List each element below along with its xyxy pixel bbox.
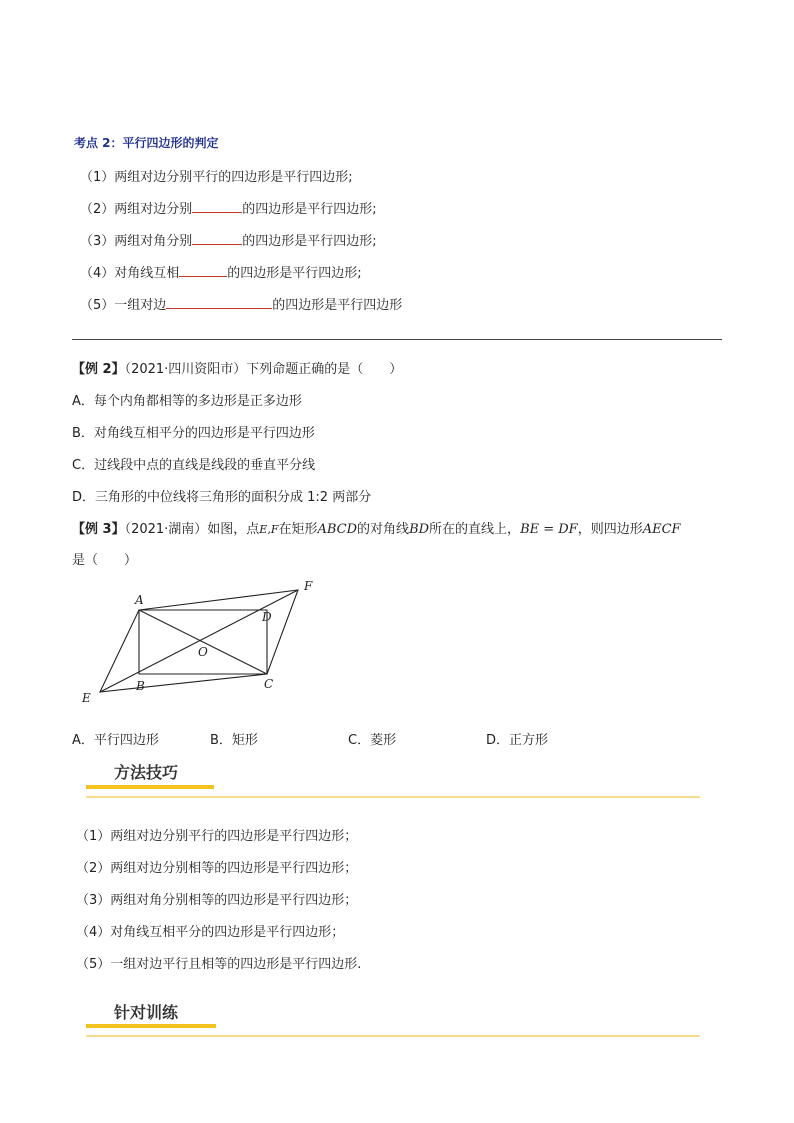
methods-rule <box>86 796 700 798</box>
item-text: 的四边形是平行四边形; <box>242 202 377 217</box>
example3-stem-line2: 是（ ） <box>72 553 138 568</box>
label-b: B <box>136 679 145 693</box>
kaodian-item-1 <box>80 166 353 185</box>
item-text: （2）两组对边分别 <box>80 202 193 217</box>
math-diag: BD <box>409 522 430 537</box>
example2-option-b[interactable]: B．对角线互相平分的四边形是平行四边形 <box>72 426 315 441</box>
item-text: （4）对角线互相 <box>80 266 180 281</box>
example-tag: 【例 3】 <box>72 522 125 537</box>
item-text: （3）两组对角分别 <box>80 234 193 249</box>
stem-text: 的对角线 <box>357 522 410 537</box>
training-rule <box>86 1035 700 1037</box>
label-d: D <box>262 610 272 624</box>
fill-blank[interactable] <box>179 264 227 277</box>
label-a: A <box>135 593 144 607</box>
math-condition: BE = DF <box>520 522 578 537</box>
parallelogram-figure <box>76 572 336 712</box>
example3-option-b[interactable]: B．矩形 <box>210 733 258 748</box>
example2-option-d[interactable]: D．三角形的中位线将三角形的面积分成 1:2 两部分 <box>72 490 372 505</box>
example3-option-c[interactable]: C．菱形 <box>348 733 397 748</box>
method-item-3: （3）两组对角分别相等的四边形是平行四边形； <box>76 893 358 908</box>
diagonal-ac <box>139 610 267 674</box>
stem-text: 在矩形 <box>278 522 318 537</box>
kaodian-label: 考点 2： <box>74 136 123 150</box>
methods-title: 方法技巧 <box>114 763 179 782</box>
methods-title-underline <box>86 785 214 789</box>
method-item-1: （1）两组对边分别平行的四边形是平行四边形； <box>76 829 358 844</box>
kaodian-item-2 <box>80 198 377 217</box>
math-quad: AECF <box>642 522 681 537</box>
math-points: E,F <box>259 523 279 536</box>
math-rect: ABCD <box>317 522 358 537</box>
method-item-5: （5）一组对边平行且相等的四边形是平行四边形. <box>76 957 362 972</box>
item-text: （1）两组对边分别平行的四边形是平行四边形; <box>80 170 353 185</box>
kaodian-title: 平行四边形的判定 <box>122 136 219 150</box>
fill-blank[interactable] <box>192 200 242 213</box>
stem-text: ，则四边形 <box>577 522 643 537</box>
label-e: E <box>82 691 91 705</box>
stem-text: 所在的直线上， <box>429 522 521 537</box>
kaodian-heading <box>74 134 219 151</box>
method-item-4: （4）对角线互相平分的四边形是平行四边形； <box>76 925 345 940</box>
example2-option-c[interactable]: C．过线段中点的直线是线段的垂直平分线 <box>72 458 316 473</box>
training-title: 针对训练 <box>114 1003 179 1022</box>
fill-blank[interactable] <box>192 232 242 245</box>
example3-stem <box>72 518 681 537</box>
kaodian-item-5 <box>80 294 402 313</box>
example-source: （2021·四川资阳市）下列命题正确的是（ ） <box>124 362 403 377</box>
item-text: （5）一组对边 <box>80 298 167 313</box>
training-title-underline <box>86 1024 216 1028</box>
label-o: O <box>198 645 208 659</box>
section-divider <box>72 339 722 340</box>
method-item-2: （2）两组对边分别相等的四边形是平行四边形； <box>76 861 358 876</box>
item-text: 的四边形是平行四边形 <box>272 298 403 313</box>
example3-option-a[interactable]: A．平行四边形 <box>72 733 159 748</box>
kaodian-item-3 <box>80 230 377 249</box>
label-f: F <box>304 579 313 593</box>
example2-stem <box>72 358 402 377</box>
label-c: C <box>264 677 274 691</box>
item-text: 的四边形是平行四边形; <box>227 266 362 281</box>
stem-text: （2021·湖南）如图，点 <box>124 522 260 537</box>
item-text: 的四边形是平行四边形; <box>242 234 377 249</box>
example-tag: 【例 2】 <box>72 362 125 377</box>
fill-blank[interactable] <box>166 296 272 309</box>
example2-option-a[interactable]: A．每个内角都相等的多边形是正多边形 <box>72 394 302 409</box>
kaodian-item-4 <box>80 262 362 281</box>
example3-option-d[interactable]: D．正方形 <box>486 733 549 748</box>
